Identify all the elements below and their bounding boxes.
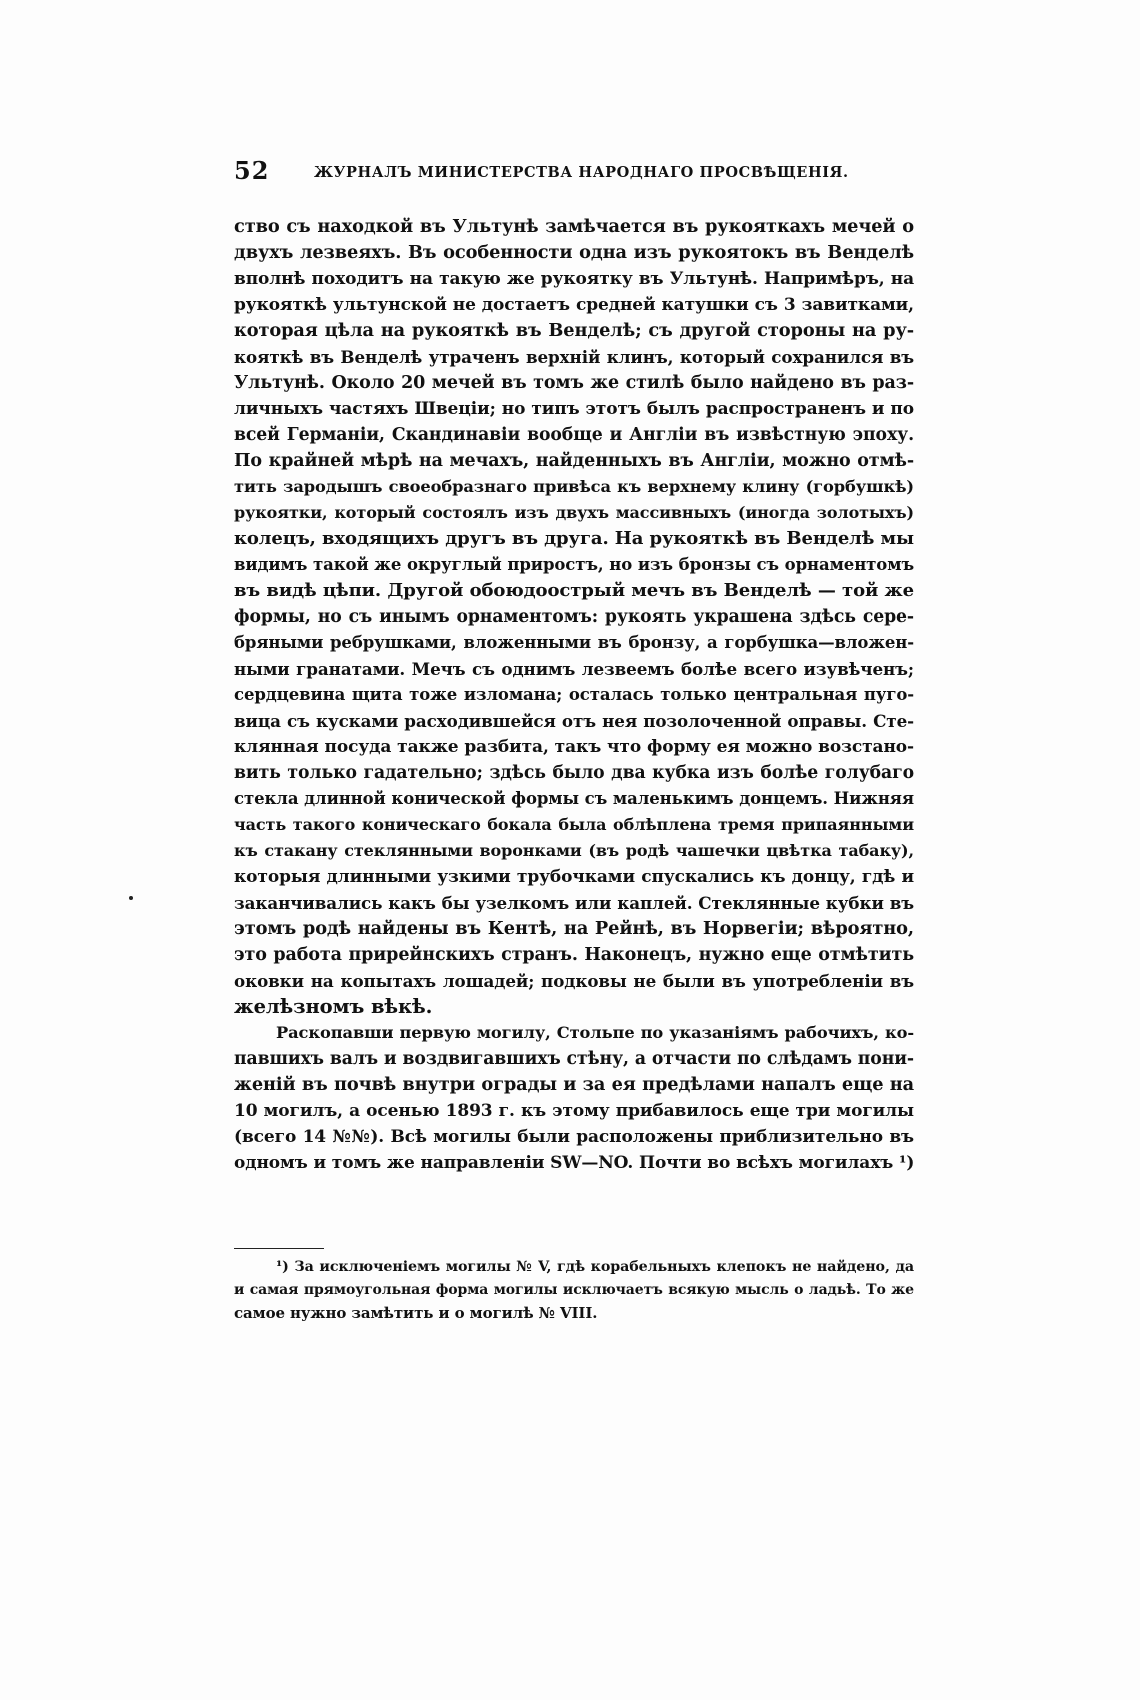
main-text <box>234 214 914 1176</box>
text-line: которая цѣла на рукояткѣ въ Венделѣ; съ другой стороны на ру- <box>234 320 914 341</box>
text-line: всей Германіи, Скандинавіи вообще и Англіи въ извѣстную эпоху. <box>234 425 914 445</box>
text-line: личныхъ частяхъ Швеціи; но типъ этотъ былъ распространенъ и по <box>234 399 914 419</box>
page-header <box>234 156 914 190</box>
text-line: вполнѣ походитъ на такую же рукоятку въ Ультунѣ. Напримѣръ, на <box>234 269 914 289</box>
text-line: формы, но съ инымъ орнаментомъ: рукоять украшена здѣсь сере- <box>234 607 914 627</box>
text-line: бряными ребрушками, вложенными въ бронзу, а горбушка—вложен- <box>234 633 914 652</box>
footnotes <box>234 1256 914 1325</box>
text-line: клянная посуда также разбита, такъ что форму ея можно возстано- <box>234 737 914 757</box>
footnote-divider <box>234 1248 324 1249</box>
paragraph-end-line: желѣзномъ вѣкѣ. <box>234 995 433 1018</box>
text-line: колецъ, входящихъ другъ въ друга. На рукояткѣ въ Венделѣ мы <box>234 528 914 549</box>
text-line: къ стакану стеклянными воронками (въ родѣ чашечки цвѣтка табаку), <box>234 841 914 860</box>
text-line: это работа прирейнскихъ странъ. Наконецъ, нужно еще отмѣтить <box>234 945 914 965</box>
text-line: стекла длинной конической формы съ маленькимъ донцемъ. Нижняя <box>234 789 914 808</box>
text-line: оковки на копытахъ лошадей; подковы не были въ употребленіи въ <box>234 971 914 991</box>
text-line: женій въ почвѣ внутри ограды и за ея предѣлами напалъ еще на <box>234 1074 914 1095</box>
text-line: двухъ лезвеяхъ. Въ особенности одна изъ рукоятокъ въ Венделѣ <box>234 242 914 263</box>
text-line: часть такого коническаго бокала была облѣплена тремя припаянными <box>234 815 914 834</box>
text-line: въ видѣ цѣпи. Другой обоюдоострый мечъ въ Венделѣ — той же <box>234 580 914 601</box>
text-line: одномъ и томъ же направленіи SW—NO. Почти во всѣхъ могилахъ ¹) <box>234 1153 915 1173</box>
text-line: (всего 14 №№). Всѣ могилы были расположены приблизительно въ <box>234 1127 914 1147</box>
text-line: заканчивались какъ бы узелкомъ или каплей. Стеклянные кубки въ <box>234 893 914 913</box>
text-line: сердцевина щита тоже изломана; осталась только центральная пуго- <box>234 685 914 704</box>
text-line: которыя длинными узкими трубочками спускались къ донцу, гдѣ и <box>234 867 914 887</box>
paragraph-start-line: Раскопавши первую могилу, Стольпе по указаніямъ рабочихъ, ко- <box>276 1023 914 1042</box>
footnote-line: и самая прямоугольная форма могилы исключаетъ всякую мысль о ладьѣ. То же <box>234 1282 914 1298</box>
text-line: тить зародышъ своеобразнаго привѣса къ верхнему клину (горбушкѣ) <box>234 477 914 496</box>
text-line: рукоятки, который состоялъ изъ двухъ массивныхъ (иногда золотыхъ) <box>234 503 914 522</box>
text-line: этомъ родѣ найдены въ Кентѣ, на Рейнѣ, въ Норвегіи; вѣроятно, <box>234 918 914 939</box>
running-title: ЖУРНАЛЪ МИНИСТЕРСТВА НАРОДНАГО ПРОСВѢЩЕНІЯ. <box>314 164 849 181</box>
text-line: ство съ находкой въ Ультунѣ замѣчается въ рукояткахъ мечей о <box>234 216 914 237</box>
text-line: видимъ такой же округлый приростъ, но изъ бронзы съ орнаментомъ <box>234 555 914 574</box>
text-line: По крайней мѣрѣ на мечахъ, найденныхъ въ Англіи, можно отмѣ- <box>234 451 914 471</box>
print-speck <box>129 896 133 900</box>
footnote-line: ¹) За исключеніемъ могилы № V, гдѣ корабельныхъ клепокъ не найдено, да <box>276 1259 914 1275</box>
page-number: 52 <box>234 156 270 185</box>
text-line: Ультунѣ. Около 20 мечей въ томъ же стилѣ было найдено въ раз- <box>234 373 914 393</box>
text-line: вить только гадательно; здѣсь было два кубка изъ болѣе голубаго <box>234 763 914 783</box>
text-line: вица съ кусками расходившейся отъ нея позолоченной оправы. Сте- <box>234 711 914 731</box>
text-line: павшихъ валъ и воздвигавшихъ стѣну, а отчасти по слѣдамъ пони- <box>234 1049 914 1069</box>
text-line: ными гранатами. Мечъ съ однимъ лезвеемъ болѣе всего изувѣченъ; <box>234 659 914 679</box>
text-line: рукояткѣ ультунской не достаетъ средней катушки съ 3 завитками, <box>234 295 914 315</box>
text-line: 10 могилъ, а осенью 1893 г. къ этому прибавилось еще три могилы <box>234 1101 914 1121</box>
text-line: кояткѣ въ Венделѣ утраченъ верхній клинъ, который сохранился въ <box>234 347 914 367</box>
footnote-line: самое нужно замѣтить и о могилѣ № VIII. <box>234 1304 598 1322</box>
